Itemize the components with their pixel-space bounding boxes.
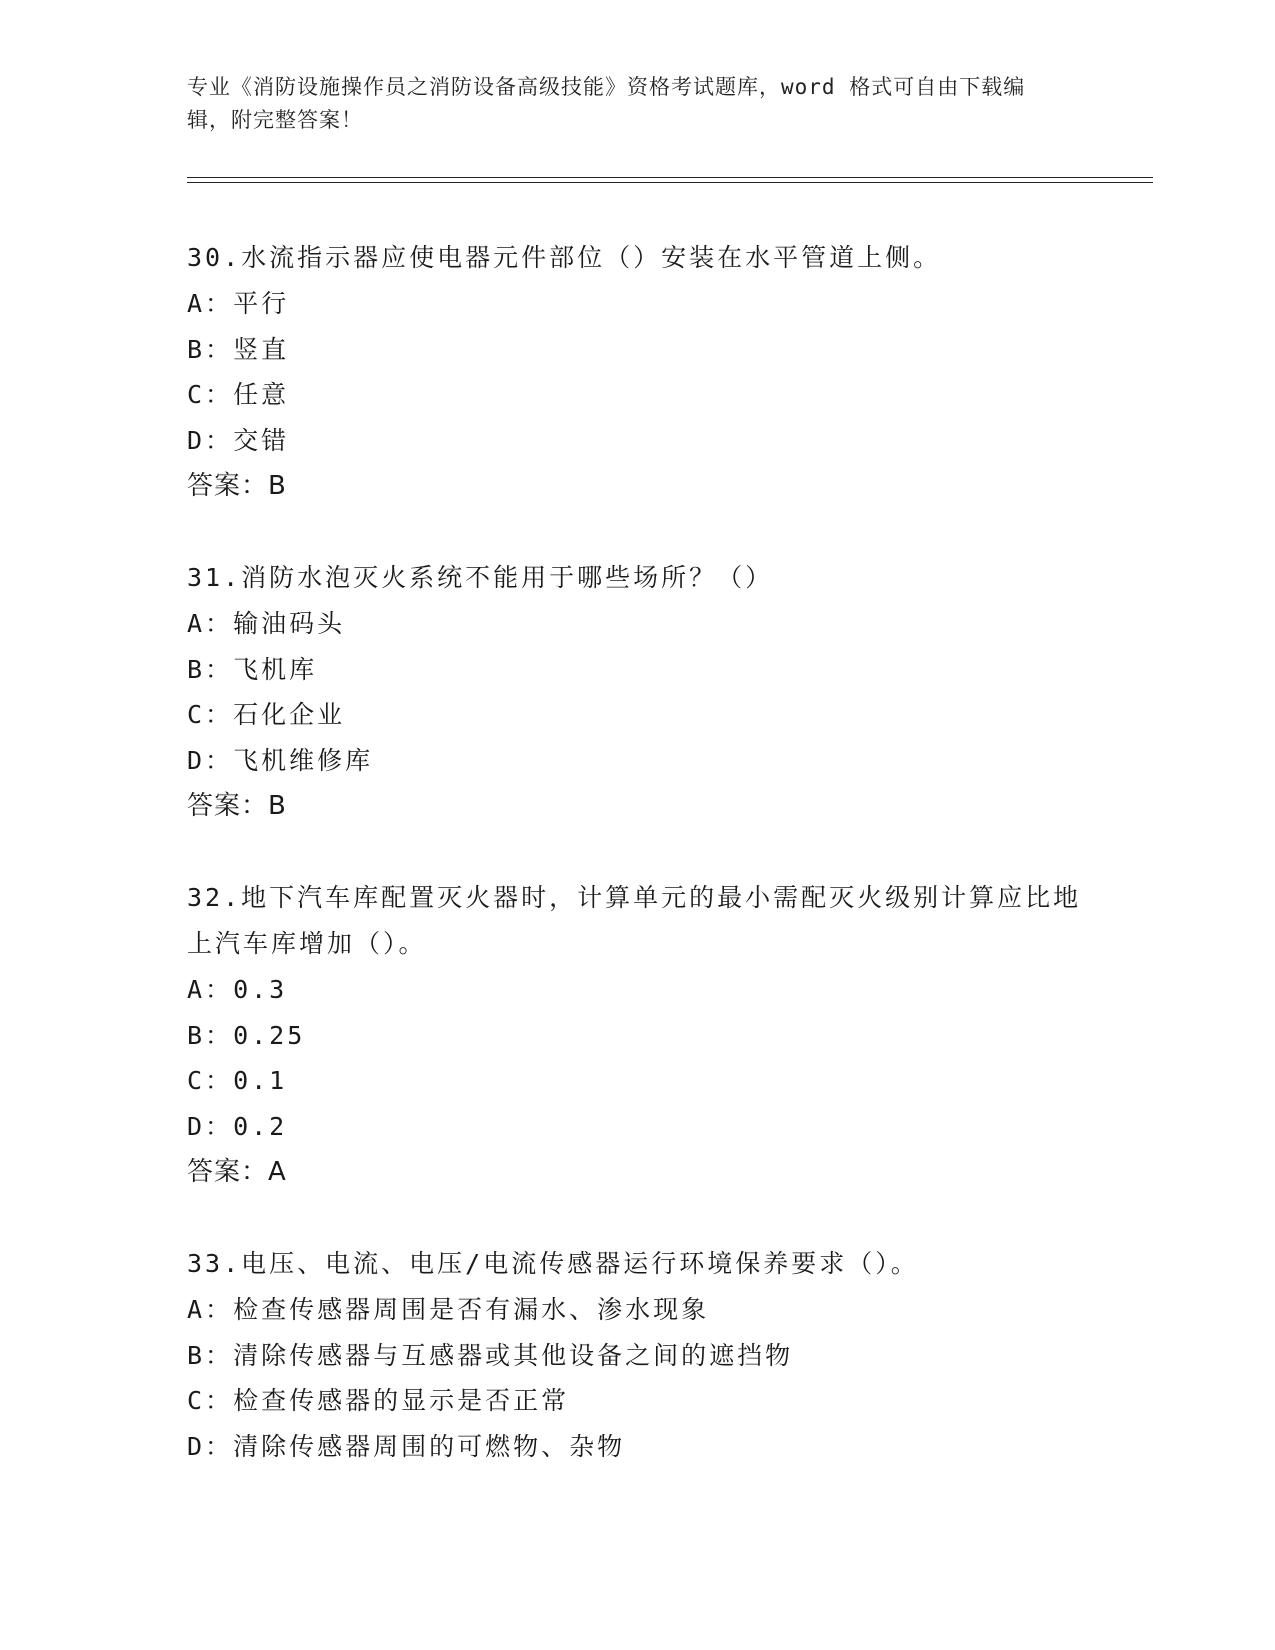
option-a [187,281,1087,327]
option-text: 交错 [233,425,290,455]
option-b [187,1333,1087,1379]
option-a [187,601,1087,647]
option-text: 清除传感器与互感器或其他设备之间的遮挡物 [233,1340,794,1370]
option-text: 平行 [233,289,290,318]
option-key: D： [187,425,234,455]
option-d [187,738,1087,784]
question-stem: 31.消防水泡灭火系统不能用于哪些场所？（） [187,563,774,592]
option-list [187,601,1087,783]
option-d [187,1104,1087,1150]
question-stem: 30.水流指示器应使电器元件部位（）安装在水平管道上侧。 [187,243,942,272]
option-key: B： [187,1020,234,1050]
option-key: A： [187,975,234,1004]
option-text: 0.3 [233,975,288,1004]
answer-line: 答案：B [187,471,287,501]
option-key: D： [187,745,234,775]
option-text: 检查传感器周围是否有漏水、渗水现象 [233,1295,710,1324]
option-text: 飞机库 [233,654,318,684]
answer-line: 答案：A [187,1157,287,1187]
option-text: 飞机维修库 [233,745,374,775]
question-stem: 33.电压、电流、电压/电流传感器运行环境保养要求（）。 [187,1249,919,1278]
option-b [187,647,1087,693]
answer-line: 答案：B [187,791,287,821]
option-c [187,1058,1087,1104]
option-d [187,1424,1087,1470]
header-divider-top [187,177,1153,178]
option-text: 竖直 [233,334,290,364]
option-text: 0.2 [233,1111,288,1141]
option-text: 石化企业 [233,700,346,729]
option-list [187,967,1087,1149]
option-key: A： [187,289,234,318]
option-key: D： [187,1431,234,1461]
option-list [187,1287,1087,1469]
question-list [187,235,1087,1515]
question-32 [187,875,1087,1195]
question-30 [187,235,1087,509]
option-key: C： [187,700,234,729]
option-text: 0.1 [233,1066,288,1095]
option-text: 输油码头 [233,609,346,638]
option-b [187,1013,1087,1059]
option-key: B： [187,654,234,684]
option-b [187,327,1087,373]
option-key: C： [187,1386,234,1415]
question-33 [187,1241,1087,1469]
option-a [187,967,1087,1013]
option-key: A： [187,1295,234,1324]
option-key: D： [187,1111,234,1141]
header-divider-bottom [187,182,1153,183]
option-key: C： [187,1066,234,1095]
option-text: 0.25 [233,1020,306,1050]
option-c [187,372,1087,418]
option-key: A： [187,609,234,638]
option-c [187,692,1087,738]
question-31 [187,555,1087,829]
option-text: 检查传感器的显示是否正常 [233,1386,570,1415]
option-d [187,418,1087,464]
option-text: 任意 [233,380,290,409]
option-text: 清除传感器周围的可燃物、杂物 [233,1431,626,1461]
question-stem: 32.地下汽车库配置灭火器时，计算单元的最小需配灭火级别计算应比地上汽车库增加（）。 [187,883,1082,958]
option-c [187,1378,1087,1424]
option-key: C： [187,380,234,409]
option-list [187,281,1087,463]
document-header: 专业《消防设施操作员之消防设备高级技能》资格考试题库，word 格式可自由下载编辑，附完整答案！ [187,75,1026,132]
option-key: B： [187,1340,234,1370]
option-key: B： [187,334,234,364]
option-a [187,1287,1087,1333]
